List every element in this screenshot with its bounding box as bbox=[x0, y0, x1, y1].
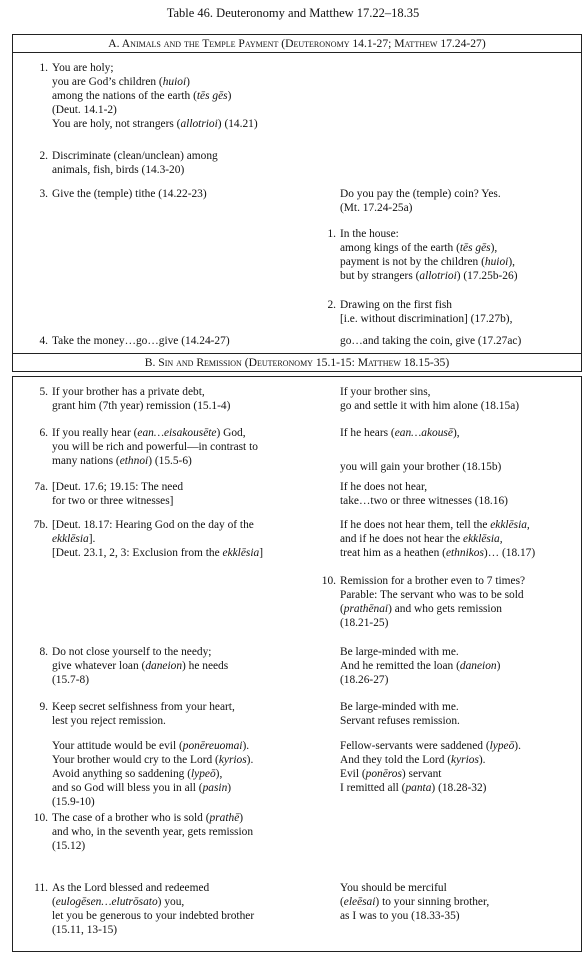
text-run: treat him as a heathen ( bbox=[340, 546, 446, 559]
italic-term: ponēros bbox=[365, 767, 402, 780]
text-run: Be large-minded with me. bbox=[340, 701, 459, 713]
entry-line bbox=[52, 118, 258, 132]
text-run: Take the money…go…give (14.24-27) bbox=[52, 335, 230, 347]
text-run: And they told the Lord ( bbox=[340, 753, 452, 766]
italic-term: ean…eisakousēte bbox=[137, 427, 217, 439]
text-run: Parable: The servant who was to be sold bbox=[340, 588, 524, 601]
text-run: Your brother would cry to the Lord ( bbox=[52, 753, 219, 766]
text-run: give whatever loan ( bbox=[52, 659, 146, 672]
text-run: ), bbox=[215, 767, 223, 780]
entry-text bbox=[340, 228, 518, 284]
text-run: Keep secret selfishness from your heart, bbox=[52, 701, 235, 713]
entry-line bbox=[340, 427, 460, 441]
text-run: If you really hear ( bbox=[52, 427, 138, 439]
text-run: ) (18.28-32) bbox=[431, 781, 487, 794]
text-run: (Deut. 14.1-2) bbox=[52, 103, 117, 116]
entry-number: 7b. bbox=[33, 519, 48, 531]
text-run: [Deut. 23.1, 2, 3: Exclusion from the bbox=[52, 546, 223, 559]
text-run: let you be generous to your indebted brother bbox=[52, 909, 255, 922]
text-run: Discriminate (clean/unclean) among bbox=[52, 150, 218, 162]
entry-number: 8. bbox=[39, 646, 48, 658]
text-run: ]. bbox=[88, 532, 96, 545]
text-run: ), bbox=[490, 241, 498, 254]
entry-text bbox=[340, 519, 535, 561]
entry-text bbox=[52, 740, 253, 810]
italic-term: eulogēsen…elutrōsato bbox=[55, 895, 158, 908]
entry-line bbox=[340, 335, 521, 349]
text-run: (15.9-10) bbox=[52, 795, 95, 808]
italic-term: lypeō bbox=[191, 767, 216, 780]
entry-text bbox=[340, 427, 460, 441]
entry-text bbox=[52, 62, 258, 132]
entry-line bbox=[52, 62, 258, 76]
text-run: grant him (7th year) remission (15.1-4) bbox=[52, 399, 231, 412]
entry-line bbox=[340, 715, 460, 729]
italic-term: pasin bbox=[202, 781, 228, 794]
text-run: but by strangers ( bbox=[340, 269, 420, 282]
entry-text bbox=[52, 701, 235, 729]
text-run: ) servant bbox=[401, 767, 442, 780]
italic-term: allotrioi bbox=[180, 117, 218, 130]
text-run: I remitted all ( bbox=[340, 781, 406, 794]
text-run: you are God’s children ( bbox=[52, 75, 163, 88]
section-b-header bbox=[12, 353, 582, 372]
text-run: You are holy; bbox=[52, 62, 114, 74]
section-a-title: A. Animals and the Temple Payment (Deuteronomy 14.1-27; Matthew 17.24-27) bbox=[108, 37, 486, 50]
text-run: go and settle it with him alone (18.15a) bbox=[340, 399, 520, 412]
italic-term: ekklēsia bbox=[52, 532, 89, 545]
entry-text bbox=[340, 740, 521, 796]
italic-term: huioi bbox=[162, 75, 187, 88]
text-run: ) bbox=[239, 812, 244, 824]
text-run: ), bbox=[452, 427, 460, 439]
entry-line bbox=[52, 826, 253, 840]
entry-line bbox=[340, 242, 518, 256]
italic-term: daneion bbox=[459, 659, 497, 672]
text-run: and if he does not hear the bbox=[340, 532, 464, 545]
entry-line bbox=[340, 701, 460, 715]
entry-line bbox=[52, 150, 218, 164]
entry-text bbox=[340, 299, 512, 327]
entry-text bbox=[340, 188, 501, 216]
entry-line bbox=[340, 910, 489, 924]
text-run: animals, fish, birds (14.3-20) bbox=[52, 163, 185, 176]
text-run: ) to your sinning brother, bbox=[375, 895, 490, 908]
text-run: If your brother sins, bbox=[340, 386, 431, 398]
entry-line bbox=[340, 256, 518, 270]
entry-line bbox=[52, 519, 263, 533]
text-run: And he remitted the loan ( bbox=[340, 659, 460, 672]
text-run: (Mt. 17.24-25a) bbox=[340, 201, 413, 214]
entry-text bbox=[340, 386, 519, 414]
table-title: Table 46. Deuteronomy and Matthew 17.22–18.35 bbox=[166, 6, 420, 20]
entry-line bbox=[340, 603, 525, 617]
entry-number: 9. bbox=[39, 701, 48, 713]
text-run: Give the (temple) tithe (14.22-23) bbox=[52, 188, 207, 200]
entry-number: 11. bbox=[34, 882, 48, 894]
entry-line bbox=[52, 715, 235, 729]
text-run: Your attitude would be evil ( bbox=[52, 740, 183, 752]
italic-term: ekklēsia bbox=[222, 546, 260, 559]
italic-term: ekklēsia, bbox=[463, 532, 503, 545]
entry-line bbox=[52, 910, 254, 924]
entry-text bbox=[340, 481, 508, 509]
entry-line bbox=[340, 313, 512, 327]
text-run: [Deut. 17.6; 19.15: The need bbox=[52, 481, 184, 493]
entry-line bbox=[340, 386, 519, 400]
italic-term: prathē bbox=[209, 812, 240, 824]
entry-line bbox=[340, 896, 489, 910]
text-run: )… (18.17) bbox=[483, 546, 536, 559]
entry-number: 2. bbox=[39, 150, 48, 162]
entry-line bbox=[340, 882, 489, 896]
entry-line bbox=[52, 768, 253, 782]
italic-term: allotrioi bbox=[419, 269, 457, 282]
text-run: [Deut. 18.17: Hearing God on the day of the bbox=[52, 519, 254, 531]
text-run: ). bbox=[242, 740, 250, 752]
text-run: ) (17.25b-26) bbox=[456, 269, 518, 282]
entry-text bbox=[52, 427, 258, 469]
entry-text bbox=[340, 575, 525, 631]
entry-number: 10. bbox=[33, 812, 48, 824]
text-run: In the house: bbox=[340, 228, 399, 240]
entry-line bbox=[340, 547, 535, 561]
entry-line bbox=[52, 188, 207, 202]
entry-number: 1. bbox=[327, 228, 336, 240]
entry-text bbox=[340, 461, 501, 475]
entry-line bbox=[52, 882, 254, 896]
italic-term: ean…akousē bbox=[394, 427, 453, 439]
text-run: (18.26-27) bbox=[340, 673, 389, 686]
entry-line bbox=[340, 202, 501, 216]
text-run: you will be rich and powerful—in contrast to bbox=[52, 440, 258, 453]
entry-text bbox=[52, 812, 253, 854]
entry-text bbox=[52, 335, 230, 349]
entry-line bbox=[340, 228, 518, 242]
text-run: (15.12) bbox=[52, 839, 86, 852]
text-run: ( bbox=[52, 895, 56, 908]
entry-text bbox=[340, 701, 460, 729]
text-run: take…two or three witnesses (18.16) bbox=[340, 494, 508, 507]
text-run: If he hears ( bbox=[340, 427, 395, 439]
text-run: and so God will bless you in all ( bbox=[52, 781, 203, 794]
entry-number: 4. bbox=[39, 335, 48, 347]
text-run: (15.7-8) bbox=[52, 673, 90, 686]
text-run: Fellow-servants were saddened ( bbox=[340, 740, 490, 752]
text-run: and who, in the seventh year, gets remission bbox=[52, 825, 254, 838]
text-run: ). bbox=[478, 753, 486, 766]
italic-term: daneion bbox=[145, 659, 183, 672]
italic-term: huioi bbox=[484, 255, 509, 268]
entry-line bbox=[52, 674, 228, 688]
text-run: among the nations of the earth ( bbox=[52, 89, 197, 102]
entry-line bbox=[52, 812, 253, 826]
entry-line bbox=[340, 461, 501, 475]
entry-number: 5. bbox=[39, 386, 48, 398]
entry-line bbox=[340, 782, 521, 796]
text-run: lest you reject remission. bbox=[52, 714, 166, 727]
text-run: ). bbox=[246, 753, 254, 766]
entry-line bbox=[52, 754, 253, 768]
entry-line bbox=[52, 896, 254, 910]
entry-number: 6. bbox=[39, 427, 48, 439]
entry-text bbox=[52, 386, 230, 414]
entry-text bbox=[52, 519, 263, 561]
entry-line bbox=[52, 701, 235, 715]
entry-line bbox=[52, 782, 253, 796]
text-run: As the Lord blessed and redeemed bbox=[52, 882, 210, 894]
section-a-header bbox=[12, 34, 582, 53]
text-run: ] bbox=[259, 546, 263, 559]
entry-number: 2. bbox=[327, 299, 336, 311]
text-run: ) bbox=[227, 781, 232, 794]
italic-term: tēs gēs bbox=[459, 241, 491, 254]
text-run: ) you, bbox=[157, 895, 185, 908]
entry-line bbox=[340, 400, 519, 414]
entry-line bbox=[340, 299, 512, 313]
entry-line bbox=[52, 924, 254, 938]
text-run: [i.e. without discrimination] (17.27b), bbox=[340, 312, 513, 325]
entry-line bbox=[52, 646, 228, 660]
text-run: Do not close yourself to the needy; bbox=[52, 646, 212, 658]
entry-line bbox=[52, 796, 253, 810]
italic-term: prathēnai bbox=[343, 602, 389, 615]
entry-text bbox=[340, 646, 500, 688]
text-run: you will gain your brother (18.15b) bbox=[340, 461, 502, 473]
entry-line bbox=[340, 740, 521, 754]
entry-text bbox=[52, 150, 218, 178]
text-run: Remission for a brother even to 7 times? bbox=[340, 575, 526, 587]
entry-line bbox=[52, 76, 258, 90]
italic-term: ethnikos bbox=[445, 546, 484, 559]
italic-term: ethnoi bbox=[119, 454, 149, 467]
entry-line bbox=[52, 164, 218, 178]
text-run: (15.11, 13-15) bbox=[52, 923, 118, 936]
entry-line bbox=[52, 455, 258, 469]
italic-term: eleēsai bbox=[343, 895, 376, 908]
italic-term: kyrios bbox=[451, 753, 479, 766]
text-run: Do you pay the (temple) coin? Yes. bbox=[340, 188, 501, 200]
text-run: many nations ( bbox=[52, 454, 120, 467]
entry-number: 10. bbox=[321, 575, 336, 587]
entry-line bbox=[340, 589, 525, 603]
entry-line bbox=[52, 495, 183, 509]
entry-line bbox=[52, 104, 258, 118]
text-run: ( bbox=[340, 895, 344, 908]
entry-line bbox=[340, 188, 501, 202]
entry-line bbox=[340, 270, 518, 284]
entry-text bbox=[340, 882, 489, 924]
entry-line bbox=[340, 768, 521, 782]
entry-text bbox=[52, 188, 207, 202]
text-run: among kings of the earth ( bbox=[340, 241, 460, 254]
text-run: ). bbox=[514, 740, 521, 752]
entry-line bbox=[340, 481, 508, 495]
text-run: If he does not hear them, tell the bbox=[340, 519, 491, 531]
italic-term: tēs gēs bbox=[196, 89, 228, 102]
entry-line bbox=[340, 519, 535, 533]
text-run: ) bbox=[496, 659, 501, 672]
text-run: Servant refuses remission. bbox=[340, 714, 460, 727]
entry-line bbox=[340, 533, 535, 547]
entry-number: 3. bbox=[39, 188, 48, 200]
entry-line bbox=[52, 427, 258, 441]
entry-line bbox=[52, 90, 258, 104]
text-run: ) bbox=[227, 89, 232, 102]
entry-number: 7a. bbox=[34, 481, 48, 493]
text-run: (18.21-25) bbox=[340, 616, 389, 629]
entry-line bbox=[340, 617, 525, 631]
entry-line bbox=[52, 386, 230, 400]
entry-text bbox=[52, 646, 228, 688]
entry-line bbox=[52, 481, 183, 495]
text-run: ), bbox=[508, 255, 515, 268]
entry-number: 1. bbox=[39, 62, 48, 74]
entry-line bbox=[340, 754, 521, 768]
text-run: If your brother has a private debt, bbox=[52, 386, 205, 398]
text-run: You should be merciful bbox=[340, 882, 447, 894]
text-run: go…and taking the coin, give (17.27ac) bbox=[340, 335, 522, 347]
text-run: ) he needs bbox=[182, 659, 229, 672]
text-run: payment is not by the children ( bbox=[340, 255, 485, 268]
text-run: ( bbox=[340, 602, 344, 615]
entry-line bbox=[52, 335, 230, 349]
text-run: If he does not hear, bbox=[340, 481, 428, 493]
text-run: ) (14.21) bbox=[217, 117, 258, 130]
entry-line bbox=[340, 674, 500, 688]
text-run: ) bbox=[186, 75, 190, 88]
entry-line bbox=[52, 740, 253, 754]
text-run: ) and who gets remission bbox=[388, 602, 502, 615]
italic-term: ponēreuomai bbox=[182, 740, 243, 752]
entry-line bbox=[52, 547, 263, 561]
text-run: Be large-minded with me. bbox=[340, 646, 459, 658]
entry-line bbox=[52, 533, 263, 547]
text-run: Evil ( bbox=[340, 767, 366, 780]
entry-line bbox=[340, 575, 525, 589]
text-run: as I was to you (18.33-35) bbox=[340, 909, 460, 922]
text-run: ) (15.5-6) bbox=[148, 454, 192, 467]
entry-text bbox=[52, 481, 183, 509]
entry-text bbox=[340, 335, 521, 349]
text-run: The case of a brother who is sold ( bbox=[52, 812, 210, 824]
text-run: Drawing on the first fish bbox=[340, 299, 452, 311]
entry-line bbox=[52, 400, 230, 414]
entry-line bbox=[340, 495, 508, 509]
text-run: for two or three witnesses] bbox=[52, 494, 174, 507]
italic-term: lypeō bbox=[489, 740, 515, 752]
text-run: Avoid anything so saddening ( bbox=[52, 767, 191, 780]
entry-line bbox=[340, 660, 500, 674]
entry-text bbox=[52, 882, 254, 938]
italic-term: ekklēsia, bbox=[490, 519, 530, 531]
italic-term: panta bbox=[405, 781, 432, 794]
entry-line bbox=[340, 646, 500, 660]
entry-line bbox=[52, 840, 253, 854]
text-run: You are holy, not strangers ( bbox=[52, 117, 181, 130]
entry-line bbox=[52, 441, 258, 455]
italic-term: kyrios bbox=[218, 753, 247, 766]
text-run: ) God, bbox=[216, 427, 246, 439]
entry-line bbox=[52, 660, 228, 674]
section-b-title: B. Sin and Remission (Deuteronomy 15.1-15: Matthew 18.15-35) bbox=[144, 356, 450, 369]
